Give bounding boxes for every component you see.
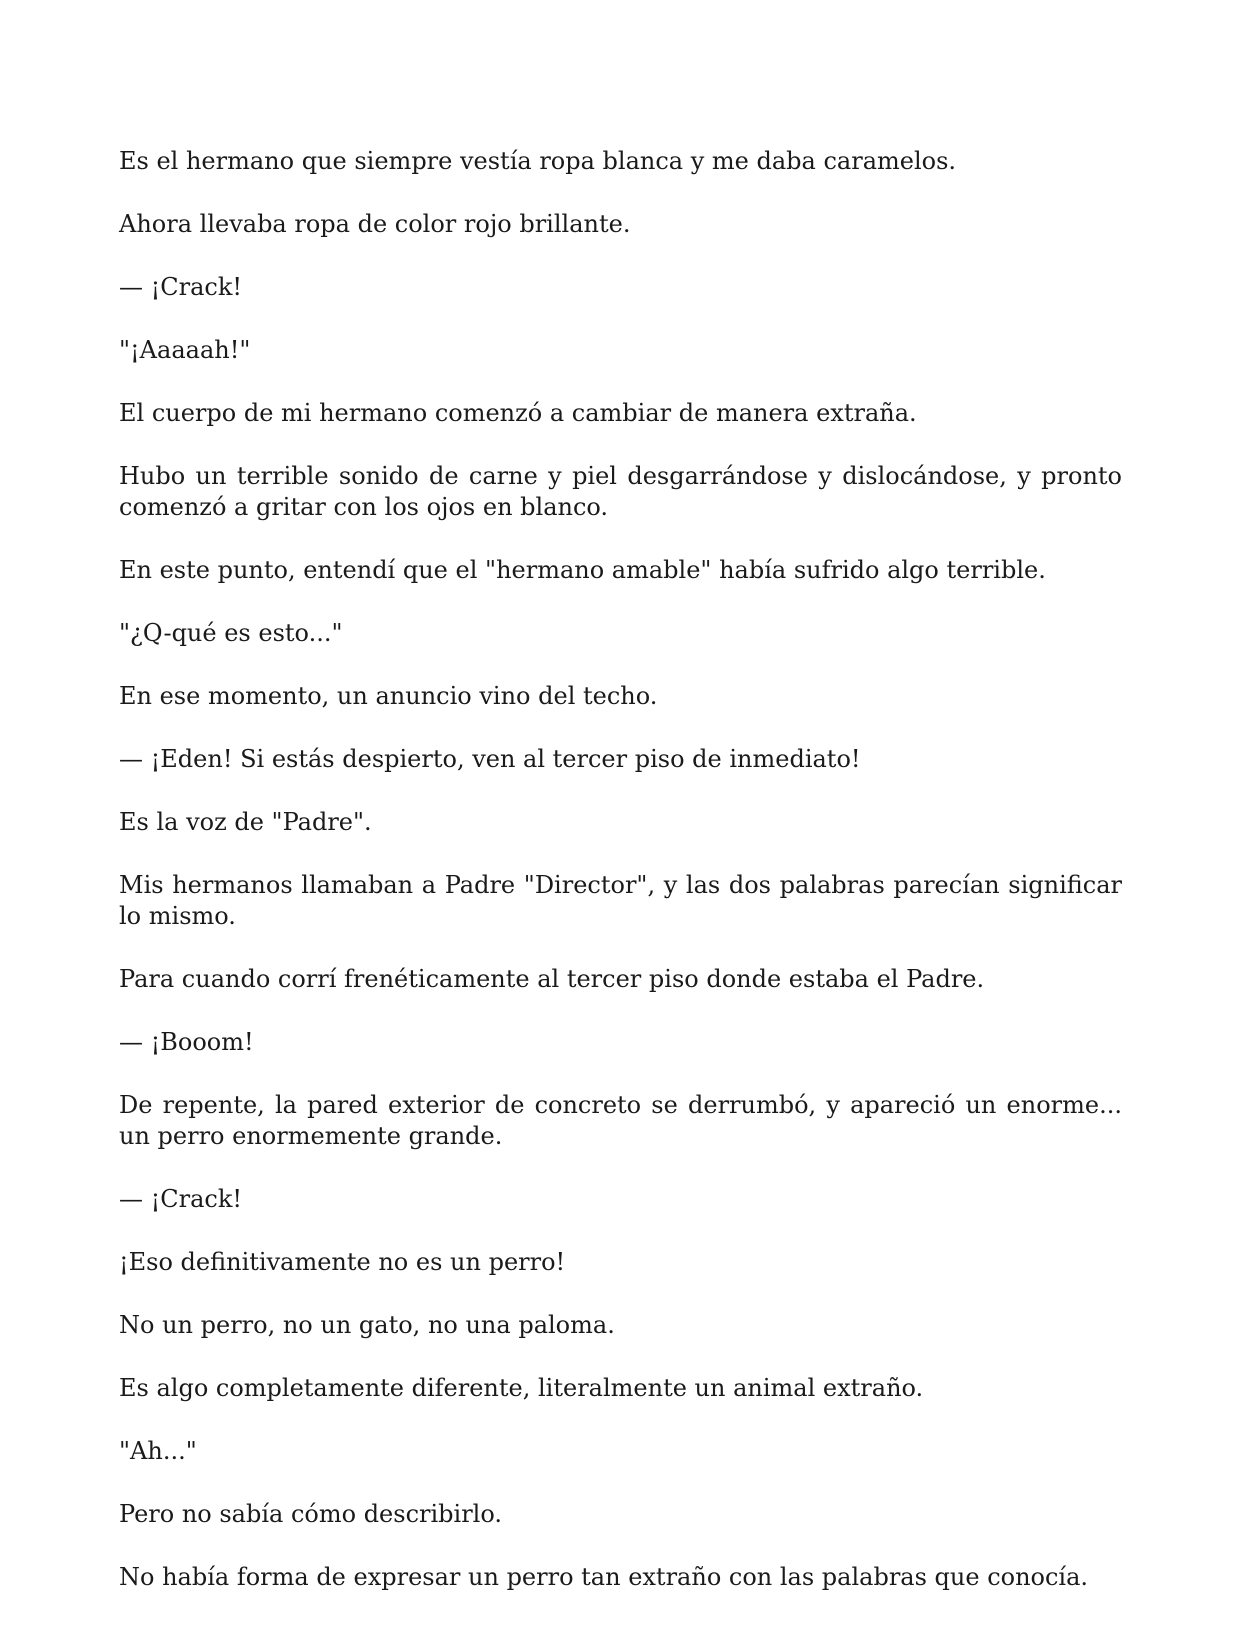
paragraph: Es la voz de "Padre". (119, 808, 372, 836)
paragraph: Ahora llevaba ropa de color rojo brillante. (119, 210, 631, 238)
paragraph: Para cuando corrí frenéticamente al tercer piso donde estaba el Padre. (119, 965, 985, 993)
paragraph: "Ah..." (119, 1437, 197, 1465)
paragraph: Pero no sabía cómo describirlo. (119, 1500, 503, 1528)
paragraph: Mis hermanos llamaban a Padre "Director", y las dos palabras parecían significar lo mismo. (119, 871, 1122, 930)
paragraph: En ese momento, un anuncio vino del techo. (119, 682, 658, 710)
paragraph: Hubo un terrible sonido de carne y piel desgarrándose y dislocándose, y pronto comenzó a gritar con los ojos en blanco. (119, 462, 1122, 521)
paragraph: ¡Eso definitivamente no es un perro! (119, 1248, 566, 1276)
document-page (119, 146, 1122, 1625)
paragraph: Es el hermano que siempre vestía ropa blanca y me daba caramelos. (119, 147, 957, 175)
paragraph: No un perro, no un gato, no una paloma. (119, 1311, 615, 1339)
paragraph: — ¡Crack! (119, 1185, 243, 1213)
paragraph: No había forma de expresar un perro tan extraño con las palabras que conocía. (119, 1563, 1089, 1591)
paragraph: — ¡Eden! Si estás despierto, ven al tercer piso de inmediato! (119, 745, 861, 773)
paragraph: Es algo completamente diferente, literalmente un animal extraño. (119, 1374, 924, 1402)
paragraph: "¡Aaaaah!" (119, 336, 251, 364)
paragraph: "¿Q-qué es esto..." (119, 619, 343, 647)
paragraph: El cuerpo de mi hermano comenzó a cambiar de manera extraña. (119, 399, 917, 427)
paragraph: — ¡Booom! (119, 1028, 254, 1056)
paragraph: En este punto, entendí que el "hermano amable" había sufrido algo terrible. (119, 556, 1046, 584)
paragraph: De repente, la pared exterior de concreto se derrumbó, y apareció un enorme... un perro enormemente grande. (119, 1091, 1122, 1150)
paragraph: — ¡Crack! (119, 273, 243, 301)
